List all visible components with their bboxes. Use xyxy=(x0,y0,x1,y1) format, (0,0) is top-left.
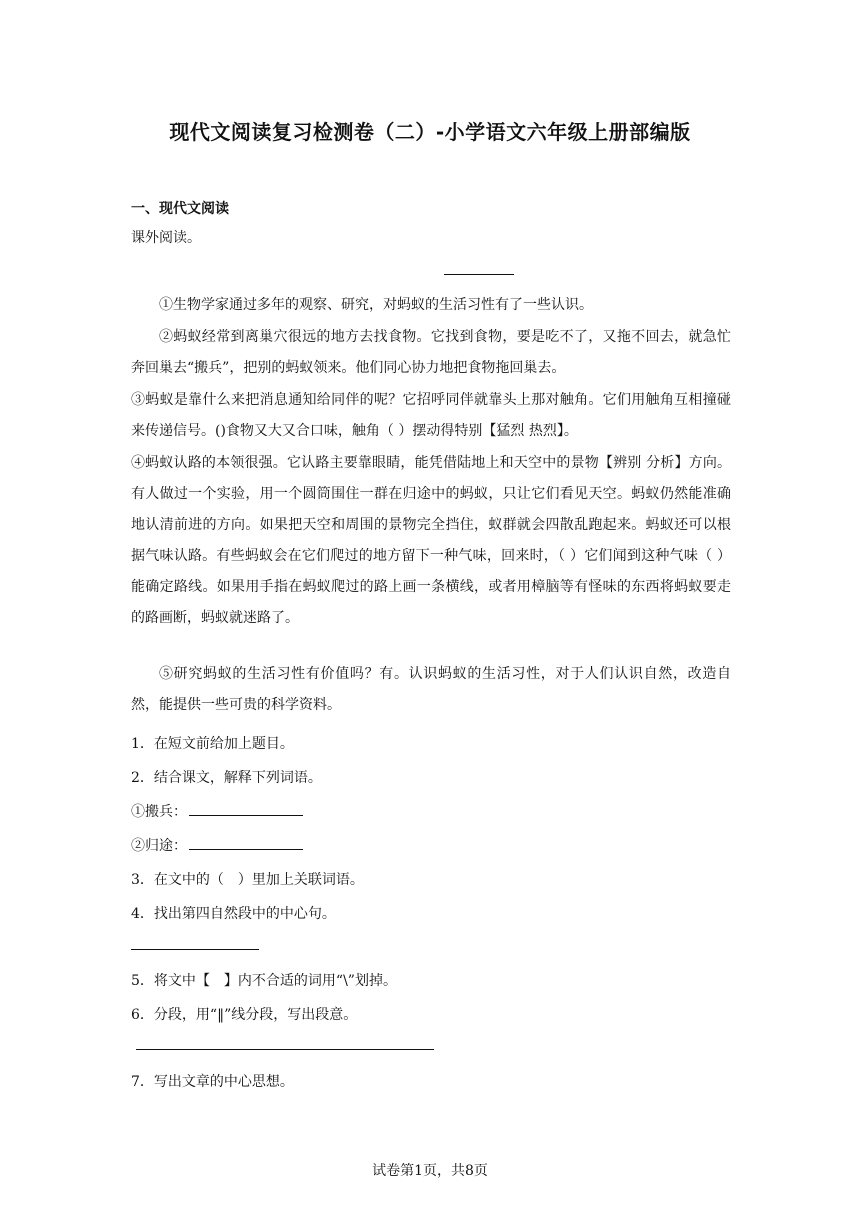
section-heading: 一、现代文阅读 xyxy=(131,201,229,217)
question-3: 3．在文中的（ ）里加上关联词语。 xyxy=(131,872,364,888)
question-1: 1．在短文前给加上题目。 xyxy=(131,736,294,752)
paragraph-4: ④蚂蚁认路的本领很强。它认路主要靠眼睛，能凭借陆地上和天空中的景物【辨别 分析】方向。有人做过一个实验，用一个圆筒围住一群在归途中的蚂蚁，只让它们看见天空。蚂蚁仍然能准确地认清前进的方向。如果把天空和周围的景物完全挡住，蚁群就会四散乱跑起来。蚂蚁还可以根据气味认路。有些蚂蚁会在它们爬过的地方留下一种气味，回来时，（ ）它们闻到这种气味（ ）能确定路线。如果用手指在蚂蚁爬过的路上画一条横线，或者用樟脑等有怪味的东西将蚂蚁要走的路画断，蚂蚁就迷路了。 xyxy=(131,455,731,626)
subheading: 课外阅读。 xyxy=(131,230,201,246)
title-blank-line xyxy=(444,260,514,275)
answer-line-4[interactable] xyxy=(131,949,259,950)
answer-blank-2b[interactable] xyxy=(189,835,303,850)
question-2b-label: ②归途： xyxy=(131,838,187,854)
question-6: 6．分段，用“‖”线分段，写出段意。 xyxy=(131,1007,358,1023)
question-7: 7．写出文章的中心思想。 xyxy=(131,1074,294,1090)
question-5: 5．将文中【 】内不合适的词用“\”划掉。 xyxy=(131,973,397,989)
question-2: 2．结合课文，解释下列词语。 xyxy=(131,770,322,786)
paragraph-1: ①生物学家通过多年的观察、研究，对蚂蚁的生活习性有了一些认识。 xyxy=(159,297,593,313)
answer-blank-2a[interactable] xyxy=(189,801,303,816)
question-2b xyxy=(131,835,303,855)
page-title: 现代文阅读复习检测卷（二）-小学语文六年级上册部编版 xyxy=(169,120,691,144)
page-footer: 试卷第1页，共8页 xyxy=(372,1163,488,1179)
question-2a xyxy=(131,801,303,821)
paragraph-5: ⑤研究蚂蚁的生活习性有价值吗？有。认识蚂蚁的生活习性，对于人们认识自然，改造自然，能提供一些可贵的科学资料。 xyxy=(131,666,731,713)
answer-line-6[interactable] xyxy=(136,1049,434,1050)
question-4: 4．找出第四自然段中的中心句。 xyxy=(131,906,336,922)
paragraph-2: ②蚂蚁经常到离巢穴很远的地方去找食物。它找到食物，要是吃不了，又拖不回去，就急忙奔回巢去“搬兵”，把别的蚂蚁领来。他们同心协力地把食物拖回巢去。 xyxy=(131,329,731,376)
question-2a-label: ①搬兵： xyxy=(131,804,187,820)
paragraph-3: ③蚂蚁是靠什么来把消息通知给同伴的呢？它招呼同伴就靠头上那对触角。它们用触角互相撞碰来传递信号。()食物又大又合口味，触角（ ）摆动得特别【猛烈 热烈】。 xyxy=(131,392,731,439)
